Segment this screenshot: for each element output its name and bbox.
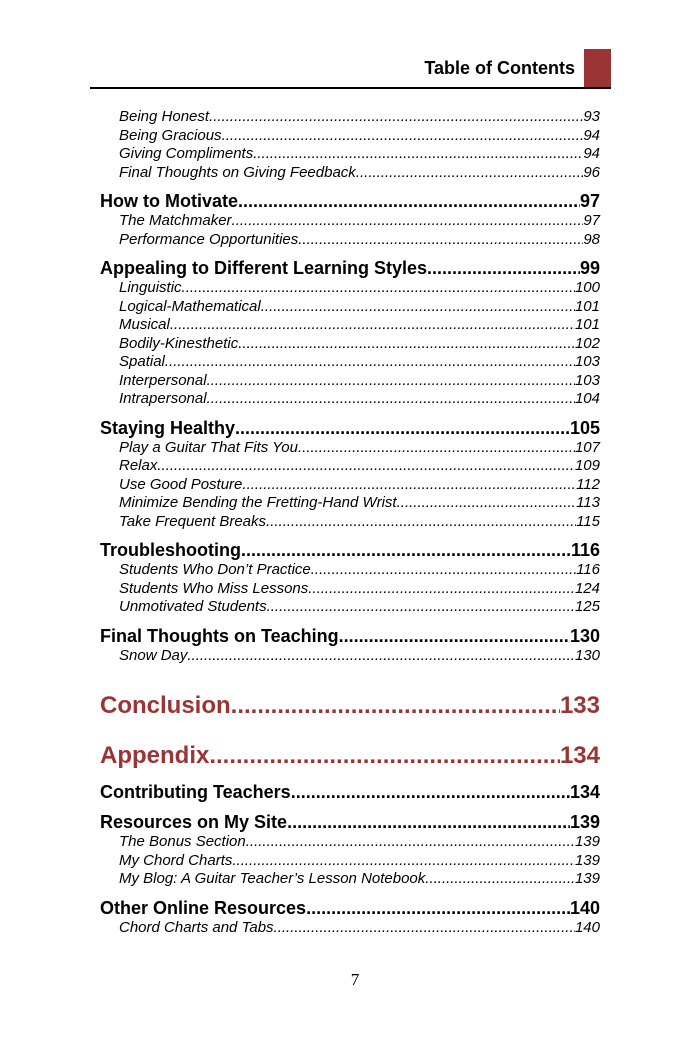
- dot-leader: [187, 647, 575, 666]
- toc-entry-page: 140: [574, 918, 600, 936]
- toc-subentry[interactable]: [100, 231, 600, 250]
- toc-entry-page: 139: [569, 812, 600, 832]
- header-rule: [90, 87, 611, 89]
- toc-entry-page: 125: [574, 598, 600, 615]
- toc-subentry[interactable]: [100, 335, 600, 354]
- toc-entry-title: Musical: [119, 316, 170, 333]
- dot-leader: [253, 145, 583, 164]
- toc-subentry[interactable]: [100, 279, 600, 298]
- toc-entry-title: Troubleshooting: [100, 540, 241, 560]
- toc-entry-page: 112: [576, 475, 600, 493]
- toc-subentry[interactable]: [100, 457, 600, 476]
- toc-entry-page: 103: [574, 371, 600, 389]
- toc-entry-title: Bodily-Kinesthetic: [119, 334, 239, 352]
- toc-entry-title: Spatial: [119, 353, 165, 370]
- toc-entry-title: The Bonus Section: [119, 833, 246, 850]
- dot-leader: [339, 625, 570, 647]
- toc-subentry[interactable]: [100, 870, 600, 889]
- header-accent-block: [584, 49, 611, 88]
- toc-section[interactable]: [100, 625, 600, 647]
- toc-subentry[interactable]: [100, 298, 600, 317]
- toc-section[interactable]: [100, 417, 600, 439]
- toc-entry-title: Appealing to Different Learning Styles: [100, 258, 428, 278]
- dot-leader: [397, 494, 576, 513]
- dot-leader: [209, 108, 583, 127]
- toc-entry-page: 115: [576, 512, 600, 530]
- toc-entry-title: The Matchmaker: [119, 212, 232, 229]
- toc-entry-title: Staying Healthy: [100, 417, 236, 438]
- toc-subentry[interactable]: [100, 127, 600, 146]
- toc-entry-title: Unmotivated Students: [119, 598, 267, 615]
- dot-leader: [170, 316, 575, 335]
- toc-entry-page: 104: [574, 390, 600, 407]
- toc-entry-page: 94: [583, 145, 600, 162]
- toc-entry-page: 133: [559, 692, 600, 719]
- dot-leader: [287, 811, 570, 833]
- toc-subentry[interactable]: [100, 476, 600, 495]
- toc-entry-page: 101: [574, 297, 600, 315]
- toc-entry-title: Linguistic: [119, 279, 182, 296]
- dot-leader: [242, 476, 576, 495]
- toc-entry-page: 139: [574, 833, 600, 850]
- toc-subentry[interactable]: [100, 494, 600, 513]
- dot-leader: [232, 212, 584, 231]
- dot-leader: [425, 870, 575, 889]
- toc-entry-title: Being Gracious: [119, 126, 222, 144]
- toc-entry-title: Resources on My Site: [100, 812, 288, 832]
- toc-entry-page: 140: [569, 897, 600, 918]
- toc-subentry[interactable]: [100, 919, 600, 938]
- toc-subentry[interactable]: [100, 561, 600, 580]
- toc-entry-page: 139: [574, 870, 600, 887]
- dot-leader: [231, 691, 560, 721]
- toc-entry-page: 93: [583, 108, 600, 125]
- toc-entry-page: 113: [576, 494, 600, 511]
- toc-section[interactable]: [100, 190, 600, 212]
- toc-entry-page: 96: [583, 163, 600, 181]
- toc-entry-title: Being Honest: [119, 108, 210, 125]
- dot-leader: [298, 231, 583, 250]
- dot-leader: [222, 127, 584, 146]
- toc-entry-page: 116: [576, 561, 600, 578]
- dot-leader: [246, 833, 575, 852]
- dot-leader: [261, 298, 575, 317]
- toc-entry-page: 130: [569, 625, 600, 646]
- dot-leader: [157, 457, 575, 476]
- toc-entry-page: 100: [574, 279, 600, 296]
- toc-entry-title: Final Thoughts on Teaching: [100, 625, 339, 646]
- toc-section[interactable]: [100, 781, 600, 803]
- dot-leader: [238, 335, 575, 354]
- dot-leader: [238, 190, 580, 212]
- dot-leader: [311, 561, 576, 580]
- dot-leader: [232, 852, 575, 871]
- toc-entry-page: 103: [574, 353, 600, 370]
- toc-entry-title: Intrapersonal: [119, 390, 207, 407]
- toc-subentry[interactable]: [100, 647, 600, 666]
- toc-entry-title: Other Online Resources: [100, 897, 307, 918]
- toc-subentry[interactable]: [100, 212, 600, 231]
- toc-subentry[interactable]: [100, 316, 600, 335]
- toc-entry-title: Snow Day: [119, 646, 188, 664]
- toc-entry-title: Play a Guitar That Fits You: [119, 438, 298, 456]
- dot-leader: [298, 439, 575, 458]
- toc-section[interactable]: [100, 539, 600, 561]
- table-of-contents: [100, 108, 600, 937]
- toc-entry-title: Logical-Mathematical: [119, 297, 261, 315]
- toc-subentry[interactable]: [100, 353, 600, 372]
- toc-section[interactable]: [100, 811, 600, 833]
- toc-subentry[interactable]: [100, 852, 600, 871]
- toc-subentry[interactable]: [100, 372, 600, 391]
- toc-entry-title: Students Who Miss Lessons: [119, 579, 309, 597]
- toc-entry-page: 102: [574, 334, 600, 352]
- toc-subentry[interactable]: [100, 390, 600, 409]
- toc-subentry[interactable]: [100, 164, 600, 183]
- toc-entry-title: My Blog: A Guitar Teacher’s Lesson Notebook: [119, 870, 426, 887]
- toc-entry-page: 107: [574, 438, 600, 456]
- dot-leader: [427, 257, 580, 279]
- toc-entry-title: How to Motivate: [100, 191, 238, 211]
- toc-section[interactable]: [100, 897, 600, 919]
- toc-entry-page: 99: [579, 258, 600, 278]
- dot-leader: [241, 539, 571, 561]
- toc-entry-page: 94: [583, 126, 600, 144]
- toc-subentry[interactable]: [100, 513, 600, 532]
- toc-entry-title: Minimize Bending the Fretting-Hand Wrist: [119, 494, 397, 511]
- toc-entry-title: Chord Charts and Tabs: [119, 918, 274, 936]
- toc-entry-title: Conclusion: [100, 692, 231, 719]
- toc-entry-page: 105: [569, 417, 600, 438]
- toc-entry-title: Performance Opportunities: [119, 230, 299, 248]
- toc-entry-page: 109: [574, 457, 600, 474]
- toc-entry-page: 134: [569, 782, 600, 802]
- toc-entry-title: Use Good Posture: [119, 475, 243, 493]
- toc-entry-title: Appendix: [100, 742, 210, 769]
- toc-entry-page: 98: [583, 230, 600, 248]
- dot-leader: [207, 390, 575, 409]
- toc-entry-title: Final Thoughts on Giving Feedback: [119, 163, 356, 181]
- dot-leader: [165, 353, 575, 372]
- toc-entry-title: Contributing Teachers: [100, 782, 291, 802]
- dot-leader: [267, 598, 575, 617]
- toc-entry-title: Interpersonal: [119, 371, 207, 389]
- toc-entry-page: 124: [574, 579, 600, 597]
- toc-entry-title: Giving Compliments: [119, 145, 254, 162]
- dot-leader: [182, 279, 575, 298]
- toc-subentry[interactable]: [100, 439, 600, 458]
- toc-entry-title: Take Frequent Breaks: [119, 512, 267, 530]
- toc-entry-page: 139: [574, 851, 600, 869]
- toc-subentry[interactable]: [100, 580, 600, 599]
- toc-entry-title: Students Who Don’t Practice: [119, 561, 311, 578]
- toc-entry-page: 97: [579, 191, 600, 211]
- toc-section[interactable]: [100, 257, 600, 279]
- page-number: 7: [350, 970, 360, 989]
- dot-leader: [291, 781, 570, 803]
- toc-entry-page: 130: [574, 646, 600, 664]
- toc-entry-title: My Chord Charts: [119, 851, 233, 869]
- dot-leader: [274, 919, 575, 938]
- dot-leader: [207, 372, 575, 391]
- page-header-title: Table of Contents: [424, 58, 575, 78]
- toc-subentry[interactable]: [100, 598, 600, 617]
- dot-leader: [209, 741, 560, 771]
- toc-subentry[interactable]: [100, 108, 600, 127]
- dot-leader: [266, 513, 576, 532]
- toc-chapter[interactable]: [100, 741, 600, 771]
- toc-chapter[interactable]: [100, 691, 600, 721]
- toc-entry-page: 116: [570, 540, 600, 560]
- toc-entry-title: Relax: [119, 457, 158, 474]
- dot-leader: [235, 417, 570, 439]
- dot-leader: [308, 580, 575, 599]
- toc-entry-page: 134: [559, 742, 600, 769]
- toc-subentry[interactable]: [100, 833, 600, 852]
- dot-leader: [356, 164, 584, 183]
- toc-subentry[interactable]: [100, 145, 600, 164]
- toc-entry-page: 101: [574, 316, 600, 333]
- dot-leader: [306, 897, 570, 919]
- toc-entry-page: 97: [583, 212, 600, 229]
